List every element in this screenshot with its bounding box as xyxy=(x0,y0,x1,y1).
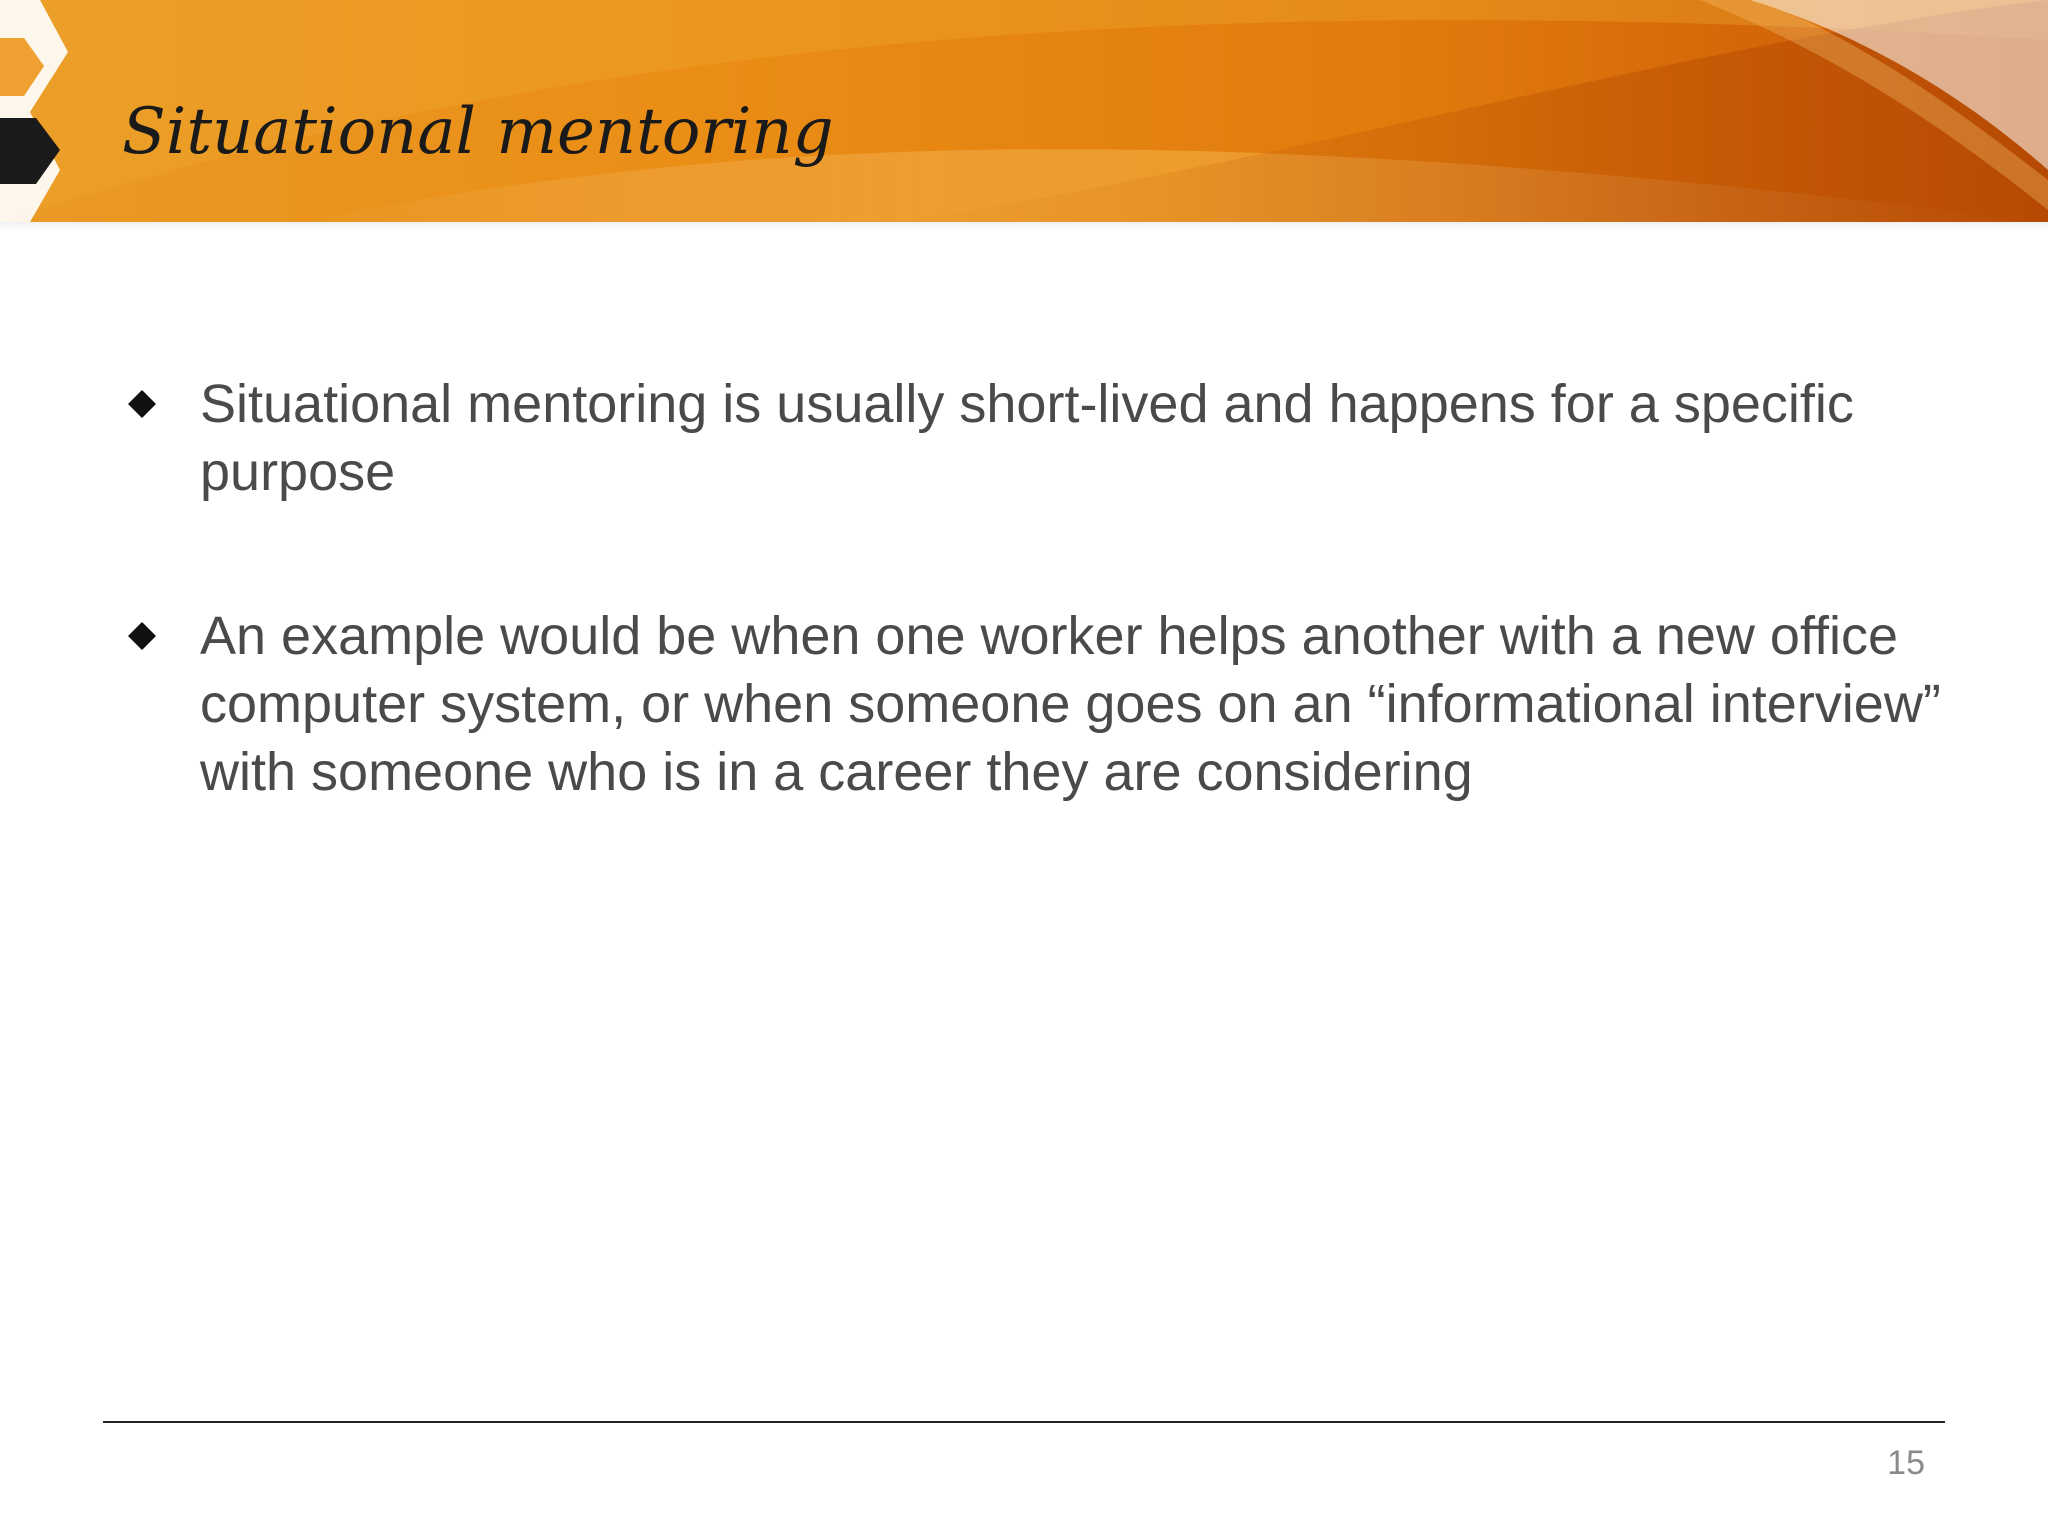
page-number: 15 xyxy=(1887,1444,1925,1482)
bullet-text: An example would be when one worker helps another with a new office computer system, or when someone goes on an “informational interview” with someone who is in a career they are considering xyxy=(200,606,1941,802)
bullet-text: Situational mentoring is usually short-lived and happens for a specific purpose xyxy=(200,374,1854,502)
header-shadow xyxy=(0,222,2048,232)
bullet-item xyxy=(120,602,1950,806)
header-banner xyxy=(0,0,2048,222)
bullet-item xyxy=(120,370,1950,506)
slide-title: Situational mentoring xyxy=(122,95,834,169)
bullet-list xyxy=(120,370,1950,902)
footer-divider xyxy=(103,1421,1945,1423)
diamond-bullet-icon xyxy=(128,622,156,650)
diamond-bullet-icon xyxy=(128,390,156,418)
